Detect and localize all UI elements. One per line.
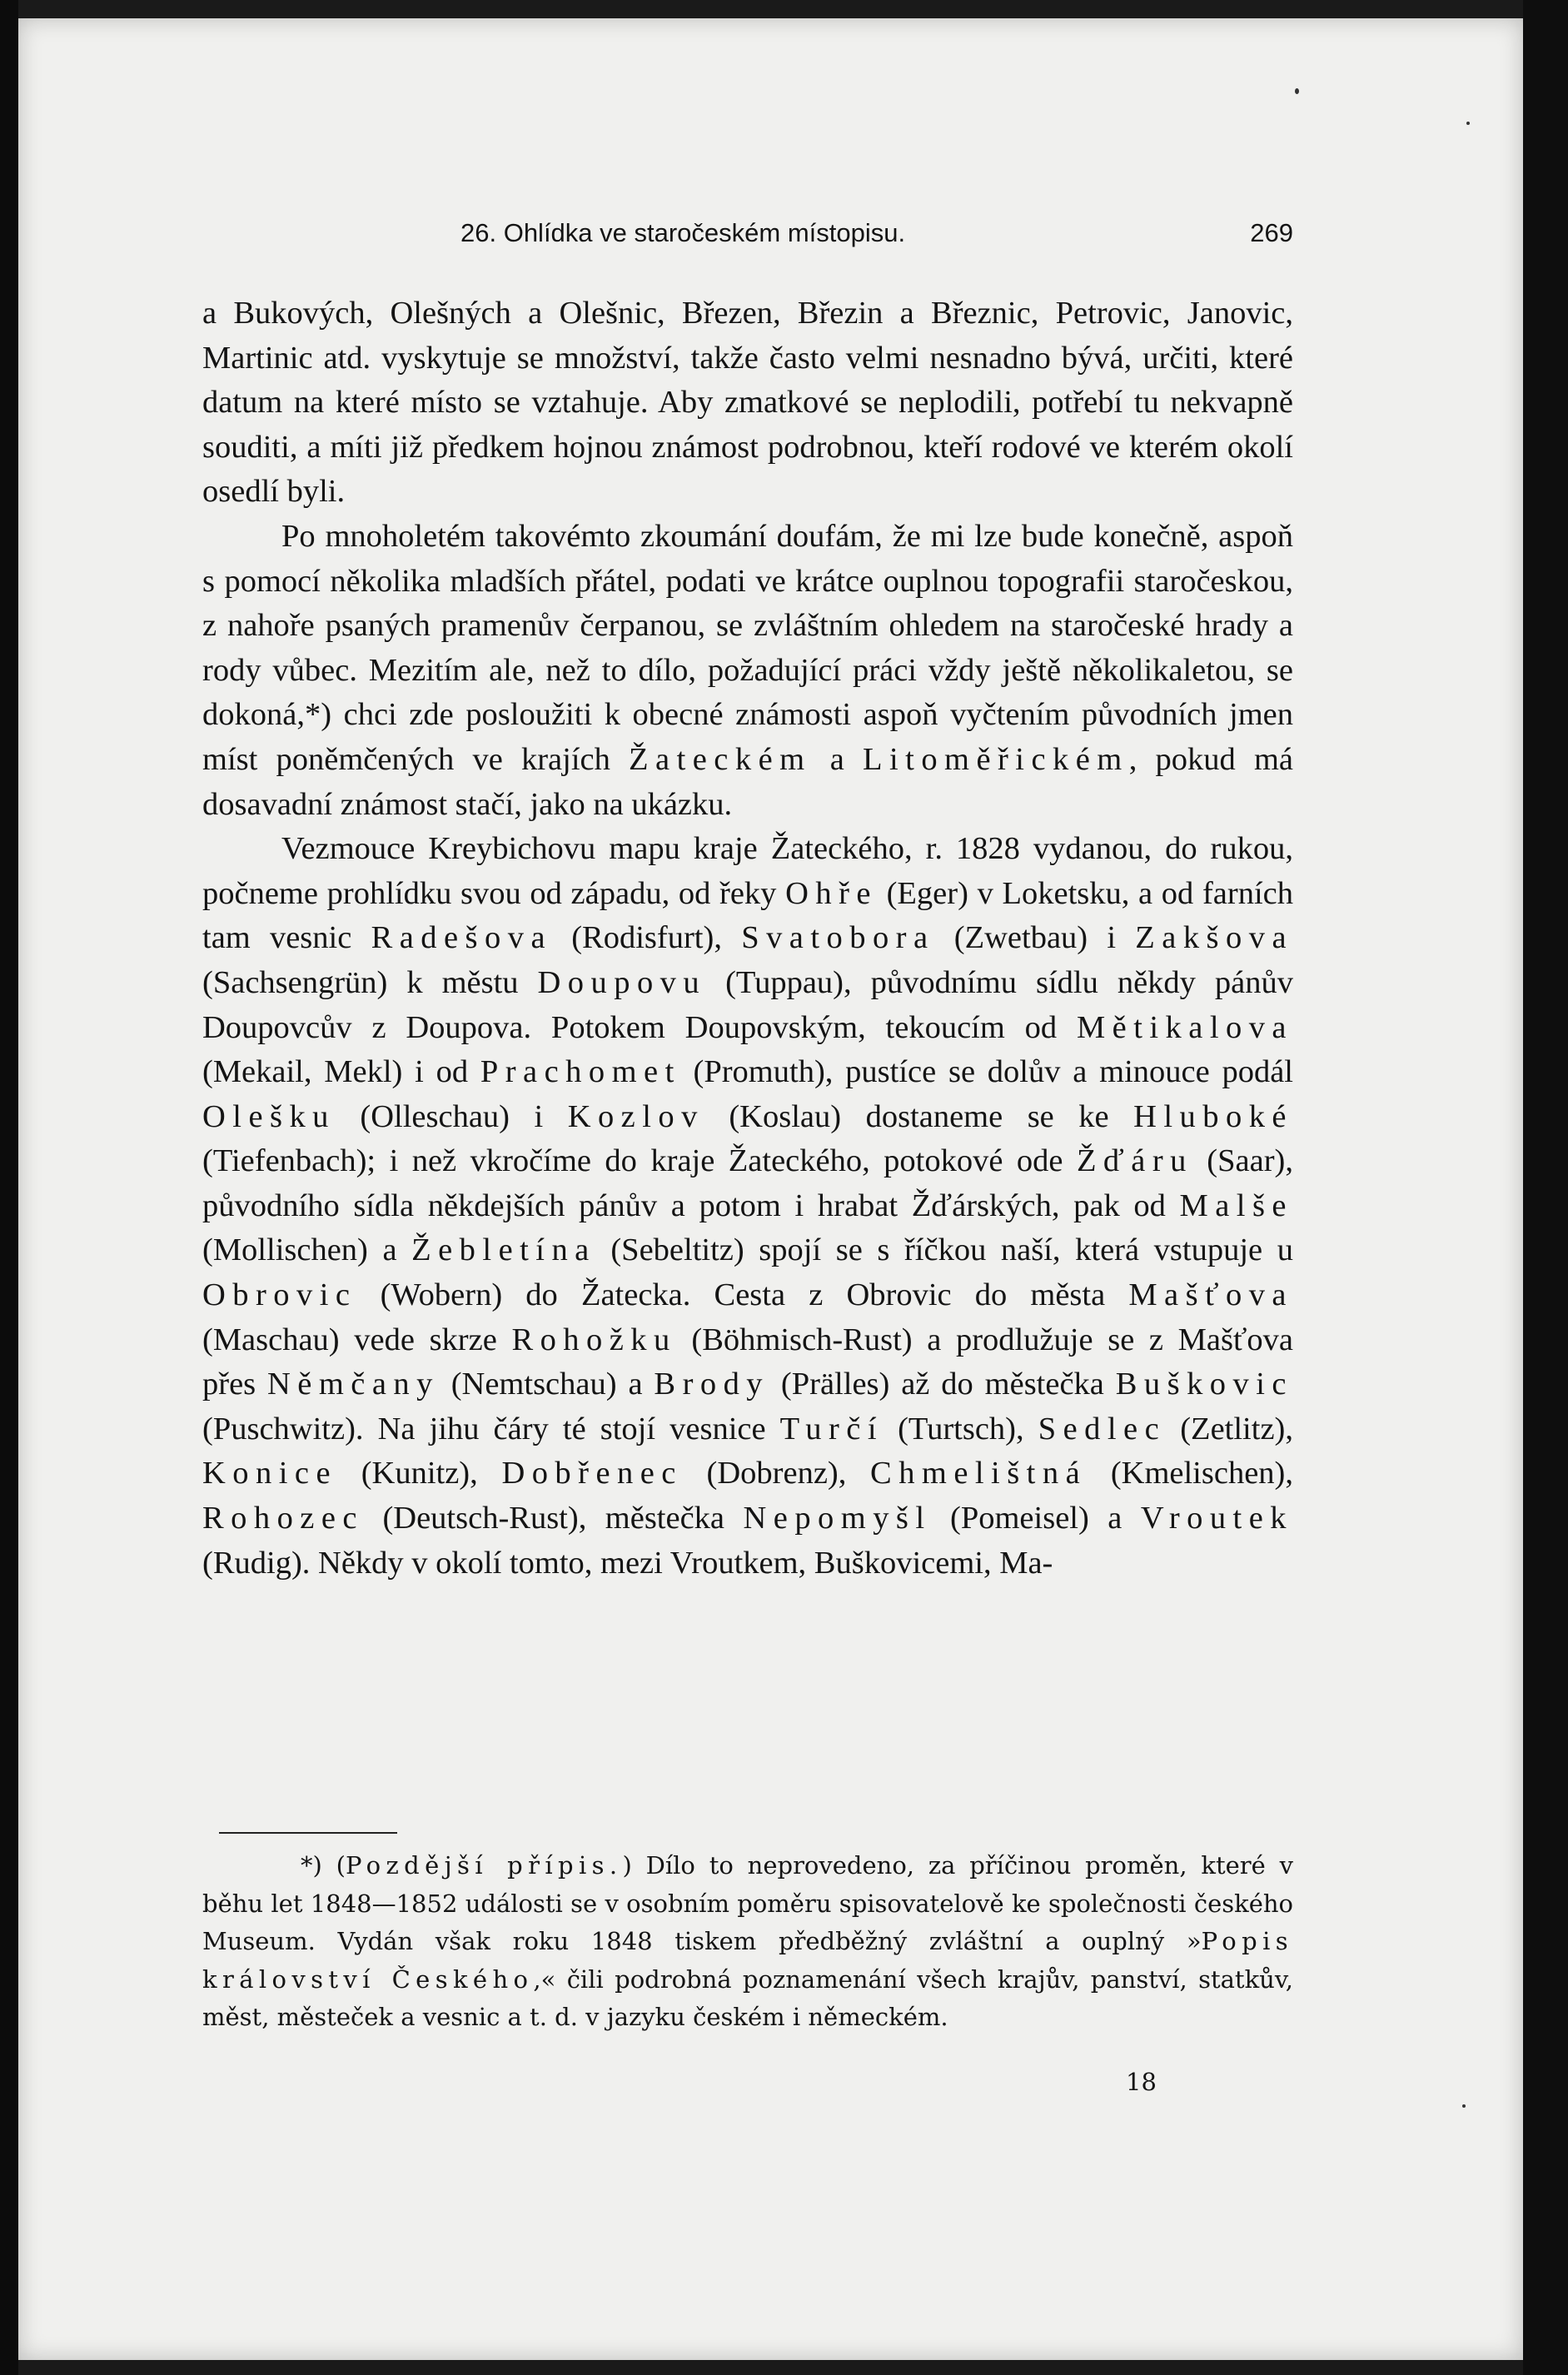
spaced-name: Chmelištná [870, 1456, 1088, 1491]
scan-left-edge [0, 0, 18, 2375]
spaced-name: Dobřenec [501, 1456, 683, 1491]
spaced-name: Obrovic [202, 1277, 357, 1313]
text-run: (Tiefenbach); i než vkročíme do kraje Žateckého, potokové ode [202, 1143, 1077, 1179]
text-run: (Dobrenz), [682, 1456, 871, 1491]
text-run: (Pomeisel) a [931, 1501, 1141, 1536]
footnote [202, 1847, 1293, 2037]
text-run: (Mollischen) a [202, 1232, 412, 1268]
spaced-name: Němčany [267, 1367, 440, 1402]
spaced-name: Sedlec [1038, 1411, 1167, 1446]
spaced-name: Rohožku [511, 1322, 677, 1357]
text-run: (Zwetbau) i [934, 920, 1136, 956]
spaced-name: Brody [654, 1367, 770, 1402]
spaced-name: Prachomet [480, 1054, 681, 1090]
spaced-name: Žďáru [1076, 1143, 1193, 1179]
text-run: (Prälles) až do městečka [769, 1367, 1116, 1402]
paragraph [202, 291, 1293, 515]
paragraph [202, 827, 1293, 1586]
spaced-name: Buškovic [1115, 1367, 1293, 1402]
spaced-name: Mašťova [1128, 1277, 1293, 1313]
text-run: (Eger) v Loketsku, a od farních tam vesnic [202, 875, 1293, 956]
text-run: (Sebeltitz) spojí se s říčkou naší, která vstupuje u [595, 1232, 1293, 1268]
text-run: , pokud má dosavadní známost stačí, jako na ukázku. [202, 741, 1293, 822]
text-run: (Kmelischen), [1087, 1456, 1293, 1491]
spaced-name: Rohozec [202, 1501, 364, 1536]
spaced-name: Hluboké [1133, 1098, 1293, 1134]
text-run: (Maschau) vede skrze [202, 1322, 512, 1357]
text-run: Po mnoholetém takovémto zkoumání doufám, že mi lze bude konečně, aspoň s pomocí několika mladších přátel, podati ve krátce ouplnou topografii staročeskou, z nahoře psaných pramenův čerpanou, se zvláštním ohledem na staročeské hrady a rody vůbec. Mezitím ale, než to dílo, požadující práci vždy ještě několikaletou, se dokoná,*) chci zde posloužiti k obecné známosti aspoň vyčtením původních jmen míst poněmčených ve krajích [202, 518, 1293, 777]
text-run: (Koslau) dostaneme se ke [704, 1098, 1134, 1134]
text-run: (Saar), původního sídla někdejších pánův a potom i hrabat Žďárských, pak od [202, 1143, 1293, 1223]
scan-speck [1295, 88, 1299, 94]
text-run: (Wobern) do Žatecka. Cesta z Obrovic do města [356, 1277, 1129, 1313]
chapter-title: 26. Ohlídka ve staročeském místopisu. [460, 218, 906, 247]
footnote-paragraph [202, 1847, 1293, 2037]
text-run: a [811, 741, 863, 777]
text-run: (Rodisfurt), [552, 920, 742, 956]
spaced-name: Žateckém [629, 741, 812, 777]
text-run: (Olleschau) i [335, 1098, 568, 1134]
text-run: (Sachsengrün) k městu [202, 964, 538, 1000]
text-run: (Mekail, Mekl) i od [202, 1054, 480, 1090]
spaced-name: Ohře [785, 875, 878, 911]
spaced-name: Olešku [202, 1098, 336, 1134]
text-run: (Kunitz), [337, 1456, 502, 1491]
text-run: (Tuppau), původnímu sídlu někdy pánův Doupovcův z Doupova. Potokem Doupovským, tekoucím od [202, 964, 1293, 1045]
text-run: (Deutsch-Rust), městečka [363, 1501, 744, 1536]
body-text [202, 291, 1293, 1586]
spaced-name: Kozlov [567, 1098, 704, 1134]
spaced-name: Konice [202, 1456, 337, 1491]
text-run: ) Dílo to neprovedeno, za příčinou proměn, které v běhu let 1848—1852 události se v osobním poměru spisovatelově ke společnosti českého Museum. Vydán však roku 1848 tiskem předběžný zvláštní a ouplný » [202, 1851, 1293, 1955]
text-run: (Böhmisch-Rust) a prodlužuje se z Mašťova přes [202, 1322, 1293, 1402]
spaced-name: Doupovu [537, 964, 707, 1000]
page-number: 269 [1250, 218, 1293, 247]
spaced-name: Pozdější přípis. [345, 1851, 623, 1880]
spaced-name: Malše [1179, 1188, 1293, 1223]
spaced-name: Vroutek [1140, 1501, 1293, 1536]
spaced-name: Popis království Českého [202, 1927, 1293, 1994]
spaced-name: Nepomyšl [743, 1501, 932, 1536]
scan-speck [1466, 122, 1470, 125]
spaced-name: Litoměřickém [863, 741, 1129, 777]
text-run: (Promuth), pustíce se dolův a minouce podál [680, 1054, 1293, 1090]
text-run: (Puschwitz). Na jihu čáry té stojí vesnice [202, 1411, 780, 1446]
footnote-rule [219, 1832, 397, 1834]
text-run: (Turtsch), [884, 1411, 1038, 1446]
text-run: a Bukových, Olešných a Olešnic, Březen, Březin a Březnic, Petrovic, Janovic, Martinic atd. vyskytuje se množství, takže často velmi nesnadno bývá, určiti, které datum na které místo se vztahuje. Aby zmatkové se neplodili, potřebí tu nekvapně souditi, a míti již předkem hojnou známost podrobnou, kteří rodové ve kterém okolí osedlí byli. [202, 296, 1293, 510]
text-run: (Nemtschau) a [439, 1367, 655, 1402]
text-run: Vezmouce Kreybichovu mapu kraje Žateckého, r. 1828 vydanou, do rukou, počneme prohlídku svou od západu, od řeky [202, 831, 1293, 911]
scan-speck [1462, 2104, 1466, 2108]
spaced-name: Radešova [371, 920, 552, 956]
signature-mark: 18 [1126, 2068, 1157, 2096]
paragraph [202, 515, 1293, 827]
running-header [202, 218, 1293, 258]
spaced-name: Svatobora [741, 920, 935, 956]
scan-right-edge [1523, 0, 1568, 2375]
spaced-name: Mětikalova [1076, 1009, 1293, 1045]
spaced-name: Zakšova [1135, 920, 1293, 956]
text-run: ,« čili podrobná poznamenání všech krajův, panství, statkův, měst, městeček a vesnic a t. d. v jazyku českém i německém. [202, 1964, 1293, 2031]
text-run: *) ( [301, 1851, 346, 1880]
spaced-name: Žebletína [411, 1232, 596, 1268]
text-run: (Rudig). Někdy v okolí tomto, mezi Vroutkem, Buškovicemi, Ma- [202, 1545, 1053, 1581]
spaced-name: Turčí [779, 1411, 884, 1446]
text-run: (Zetlitz), [1166, 1411, 1293, 1446]
